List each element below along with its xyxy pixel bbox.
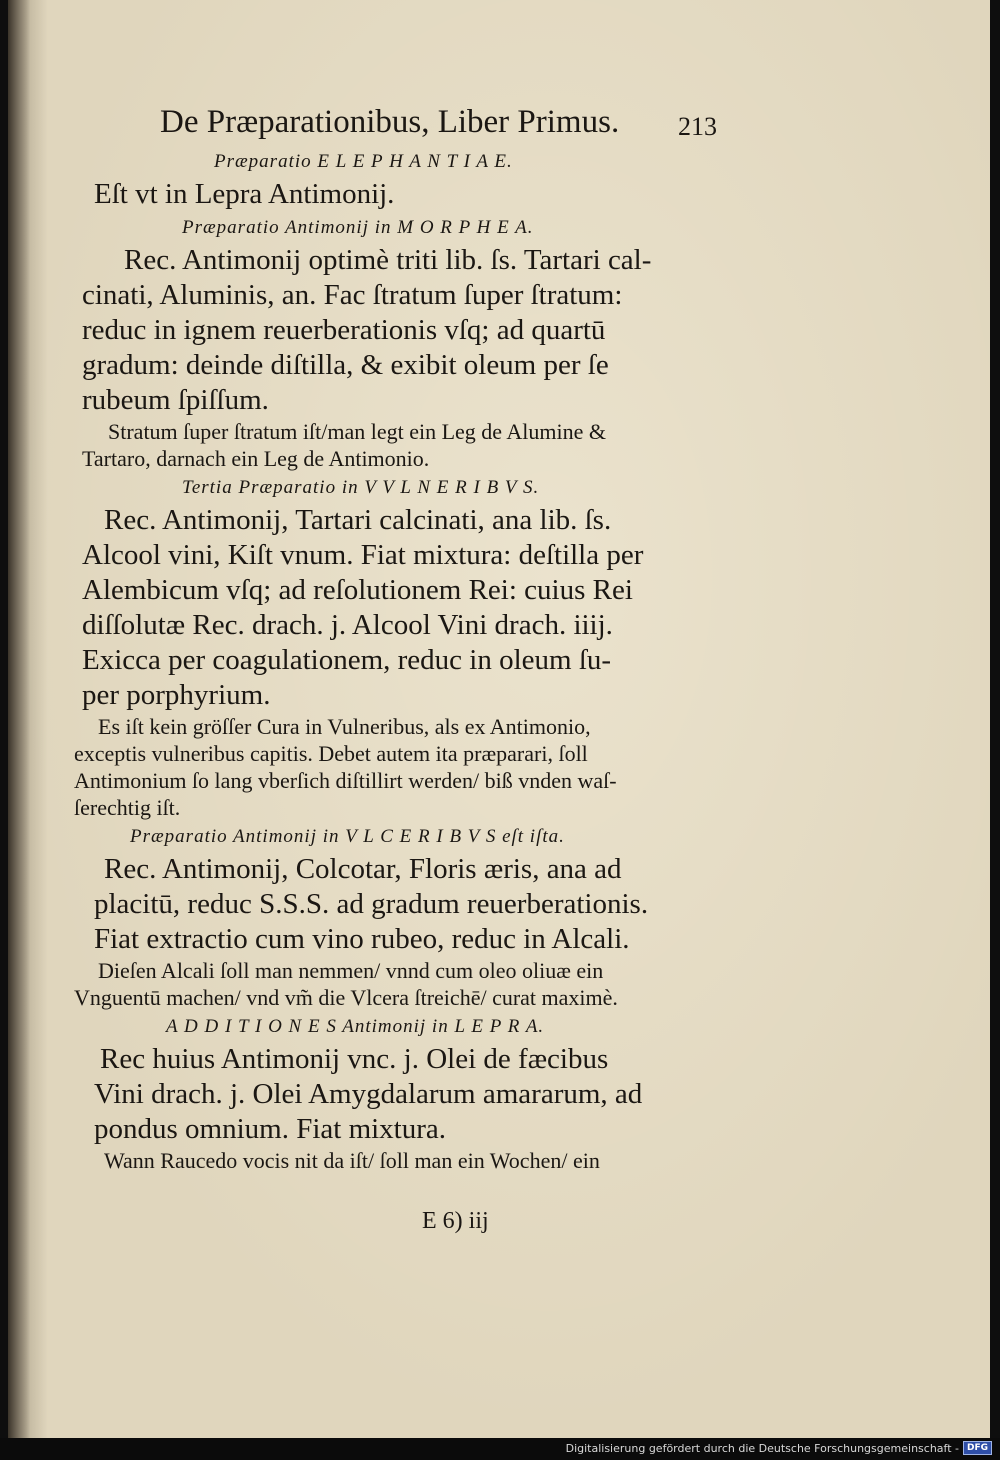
text-line: gradum: deinde diſtilla, & exibit oleum per ſe: [82, 349, 609, 381]
text-line: cinati, Aluminis, an. Fac ſtratum ſuper ſtratum:: [82, 279, 623, 311]
text-line: Fiat extractio cum vino rubeo, reduc in Alcali.: [94, 923, 630, 955]
text-line: Rec. Antimonij, Colcotar, Floris æris, ana ad: [104, 853, 622, 885]
section-heading: Præparatio E L E P H A N T I A E.: [214, 151, 513, 172]
text-line: Rec huius Antimonij vnc. j. Olei de fæcibus: [100, 1043, 609, 1075]
section-heading: A D D I T I O N E S Antimonij in L E P R A.: [166, 1016, 545, 1037]
credit-text: Digitalisierung gefördert durch die Deutsche Forschungsgemeinschaft -: [565, 1441, 959, 1455]
digitization-credit: [566, 1440, 992, 1456]
note-line: Es iſt kein gröſſer Cura in Vulneribus, als ex Antimonio,: [98, 714, 591, 739]
text-line: Rec. Antimonij optimè triti lib. ſs. Tartari cal-: [124, 244, 652, 276]
text-line: Eſt vt in Lepra Antimonij.: [94, 178, 395, 210]
text-line: diſſolutæ Rec. drach. j. Alcool Vini drach. iiij.: [82, 609, 613, 641]
section-heading: Tertia Præparatio in V V L N E R I B V S.: [182, 477, 540, 498]
text-line: Vini drach. j. Olei Amygdalarum amararum, ad: [94, 1078, 643, 1110]
text-line: placitū, reduc S.S.S. ad gradum reuerberationis.: [94, 888, 649, 920]
page-gutter-shadow: [8, 0, 30, 1438]
note-line: Tartaro, darnach ein Leg de Antimonio.: [82, 446, 430, 471]
note-line: Antimonium ſo lang vberſich diſtillirt werden/ biß vnden waſ-: [74, 768, 617, 793]
page-body: [74, 146, 714, 1174]
page-number: 213: [678, 112, 717, 141]
text-line: per porphyrium.: [82, 679, 271, 711]
text-line: pondus omnium. Fiat mixtura.: [94, 1113, 447, 1145]
running-head: De Præparationibus, Liber Primus.: [160, 104, 620, 140]
dfg-logo: DFG: [963, 1441, 992, 1455]
text-line: reduc in ignem reuerberationis vſq; ad quartū: [82, 314, 606, 346]
text-line: rubeum ſpiſſum.: [82, 384, 269, 416]
text-line: Alcool vini, Kiſt vnum. Fiat mixtura: deſtilla per: [82, 539, 644, 571]
note-line: exceptis vulneribus capitis. Debet autem ita præparari, ſoll: [74, 741, 588, 766]
section-heading: Præparatio Antimonij in V L C E R I B V S eſt iſta.: [130, 826, 565, 847]
note-line: ſerechtig iſt.: [74, 795, 181, 820]
note-line: Dieſen Alcali ſoll man nemmen/ vnnd cum oleo oliuæ ein: [98, 958, 604, 983]
note-line: Stratum ſuper ſtratum iſt/man legt ein Leg de Alumine &: [108, 419, 606, 444]
text-line: Exicca per coagulationem, reduc in oleum ſu-: [82, 644, 612, 676]
note-line: Vnguentū machen/ vnd vm̃ die Vlcera ſtreichē/ curat maximè.: [74, 985, 618, 1010]
text-line: Rec. Antimonij, Tartari calcinati, ana lib. ſs.: [104, 504, 612, 536]
note-line: Wann Raucedo vocis nit da iſt/ ſoll man ein Wochen/ ein: [104, 1148, 600, 1173]
section-heading: Præparatio Antimonij in M O R P H E A.: [182, 217, 534, 238]
text-line: Alembicum vſq; ad reſolutionem Rei: cuius Rei: [82, 574, 633, 606]
signature-catchword: E 6) iij: [422, 1208, 489, 1234]
book-page: [8, 0, 990, 1438]
